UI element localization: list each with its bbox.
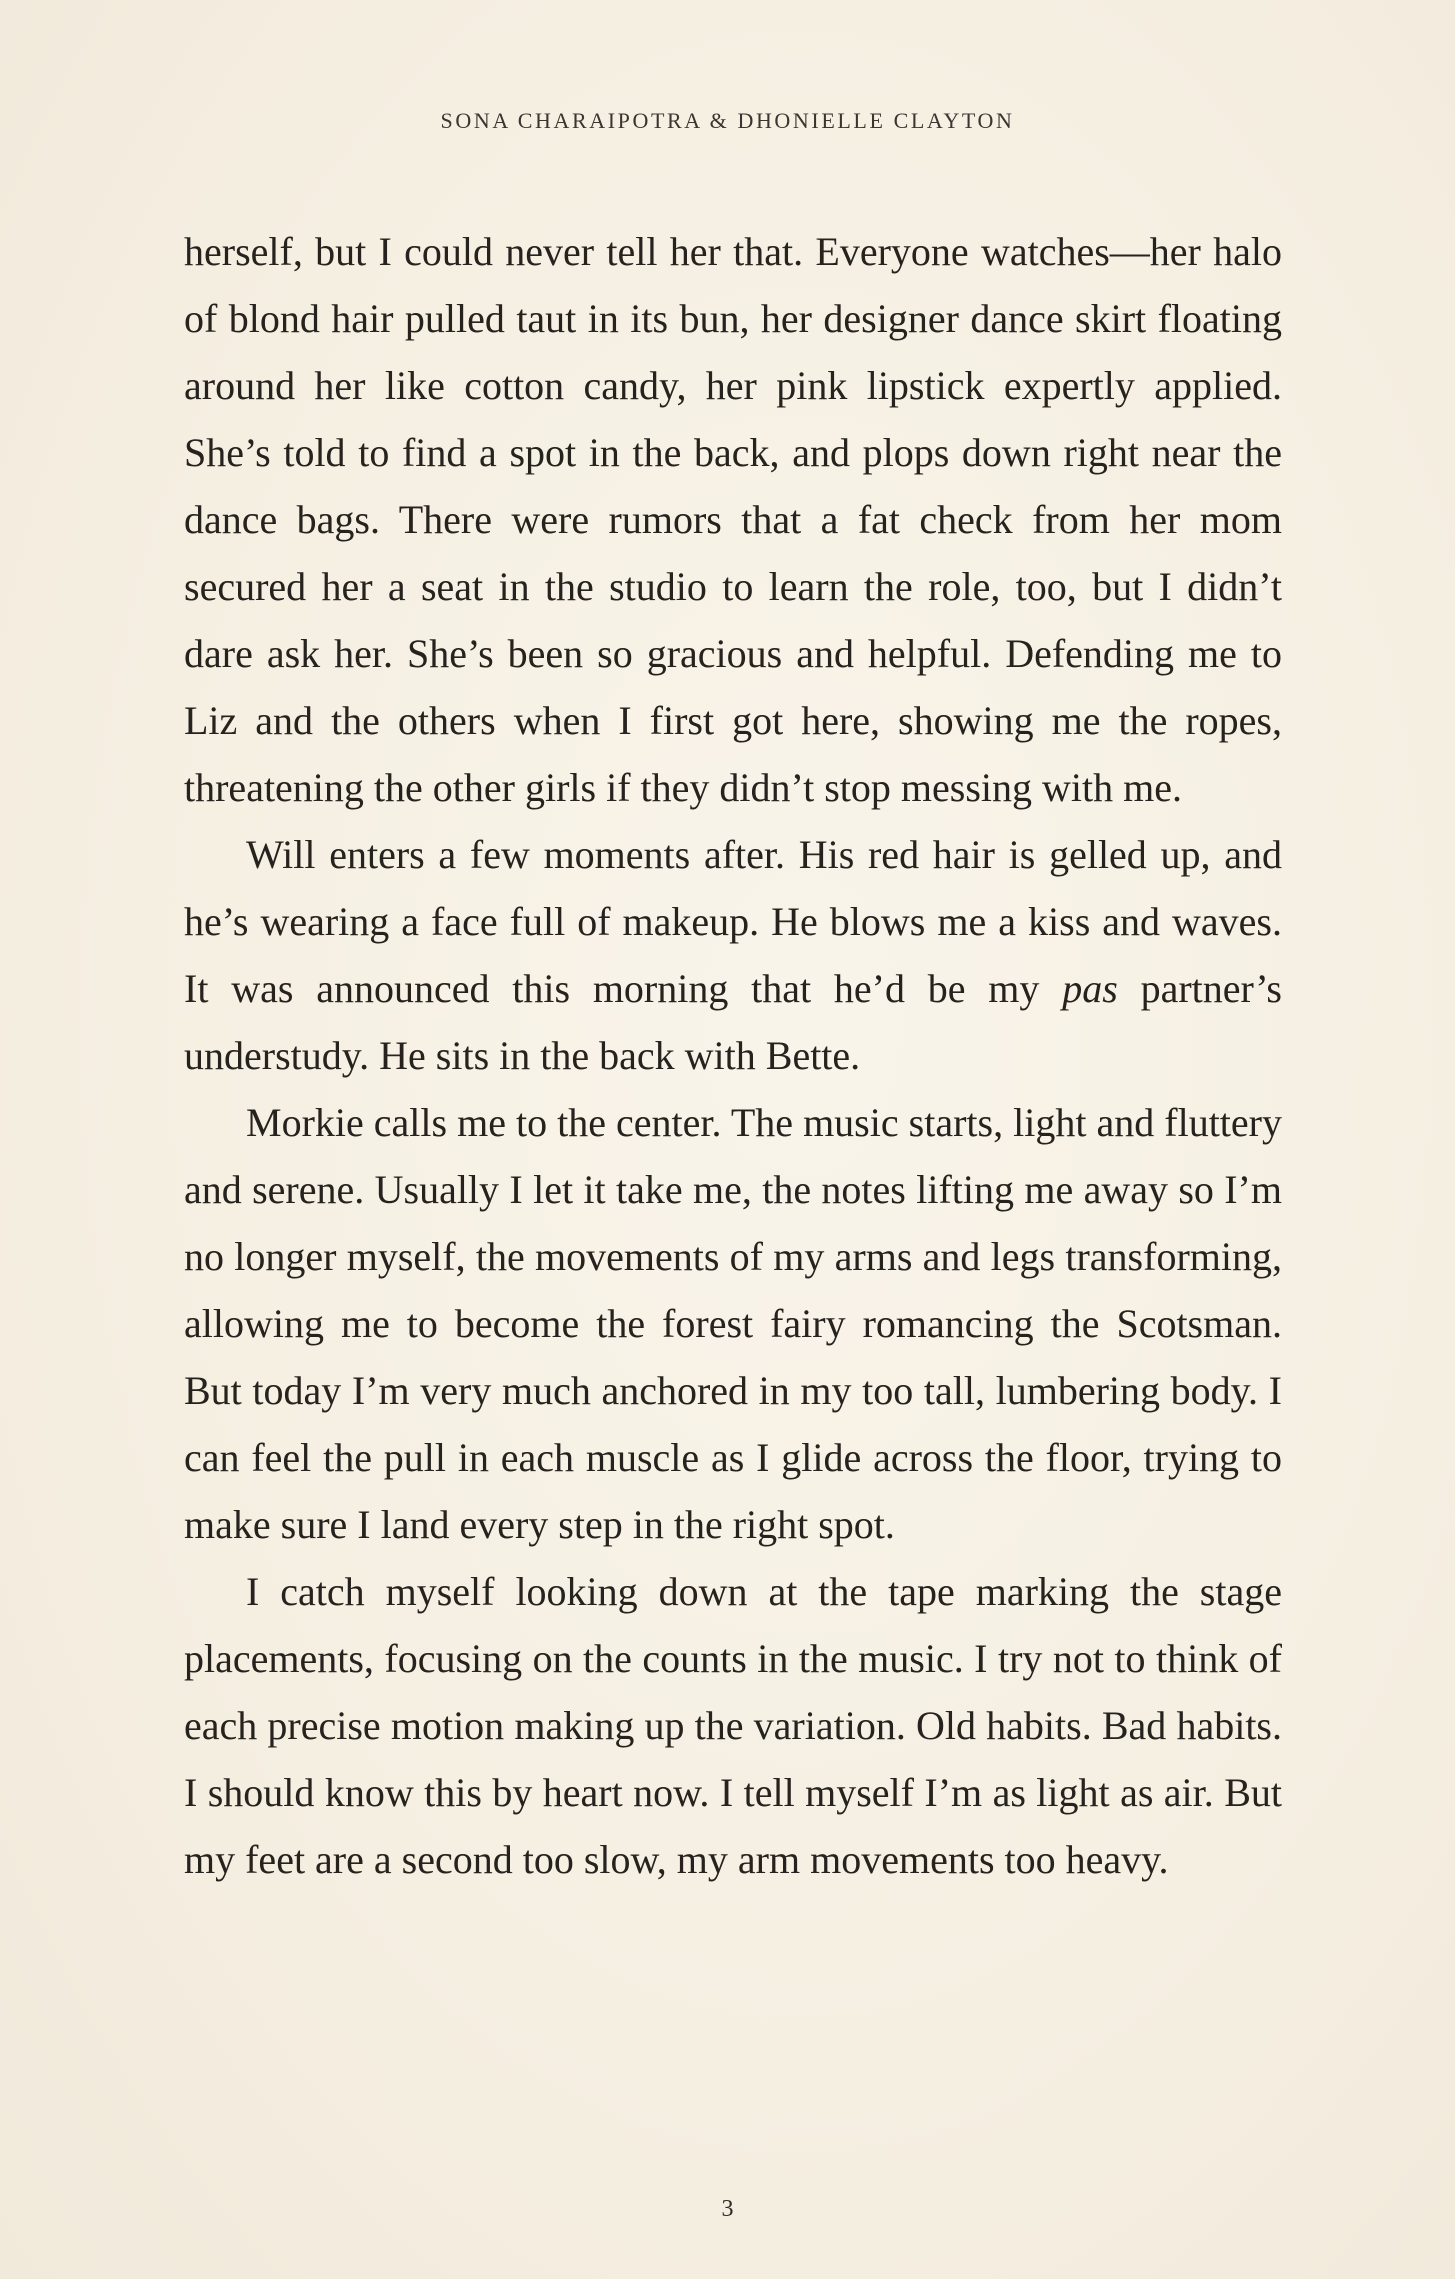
paragraph-2-text-end: partner’s understudy. He sits in the back with Bette. (184, 966, 1282, 1078)
italic-word-pas: pas (1062, 966, 1118, 1011)
page-number: 3 (721, 2196, 734, 2222)
running-head: SONA CHARAIPOTRA & DHONIELLE CLAYTON (440, 108, 1015, 133)
paragraph-1: herself, but I could never tell her that. Everyone watches—her halo of blond hair pulled taut in its bun, her designer dance skirt floating around her like cotton candy, her pink lipstick expertly applied. She’s told to find a spot in the back, and plops down right near the dance bags. There were rumors that a fat check from her mom secured her a seat in the studio to learn the role, too, but I didn’t dare ask her. She’s been so gracious and helpful. Defending me to Liz and the others when I first got here, showing me the ropes, threatening the other girls if they didn’t stop messing with me. (184, 229, 1282, 810)
paragraph-4: I catch myself looking down at the tape marking the stage placements, focusing on the counts in the music. I try not to think of each precise motion making up the variation. Old habits. Bad habits. I should know this by heart now. I tell myself I’m as light as air. But my feet are a second too slow, my arm movements too heavy. (184, 1569, 1282, 1882)
paragraph-2 (184, 821, 1282, 1089)
body-text (184, 218, 1282, 1893)
paragraph-2-text-start: Will enters a few moments after. His red hair is gelled up, and he’s wearing a face full of makeup. He blows me a kiss and waves. It was announced this morning that he’d be my (184, 832, 1282, 1011)
paragraph-3: Morkie calls me to the center. The music starts, light and fluttery and serene. Usually I let it take me, the notes lifting me away so I’m no longer myself, the movements of my arms and legs transforming, allowing me to become the forest fairy romancing the Scotsman. But today I’m very much anchored in my too tall, lumbering body. I can feel the pull in each muscle as I glide across the floor, trying to make sure I land every step in the right spot. (184, 1100, 1282, 1547)
